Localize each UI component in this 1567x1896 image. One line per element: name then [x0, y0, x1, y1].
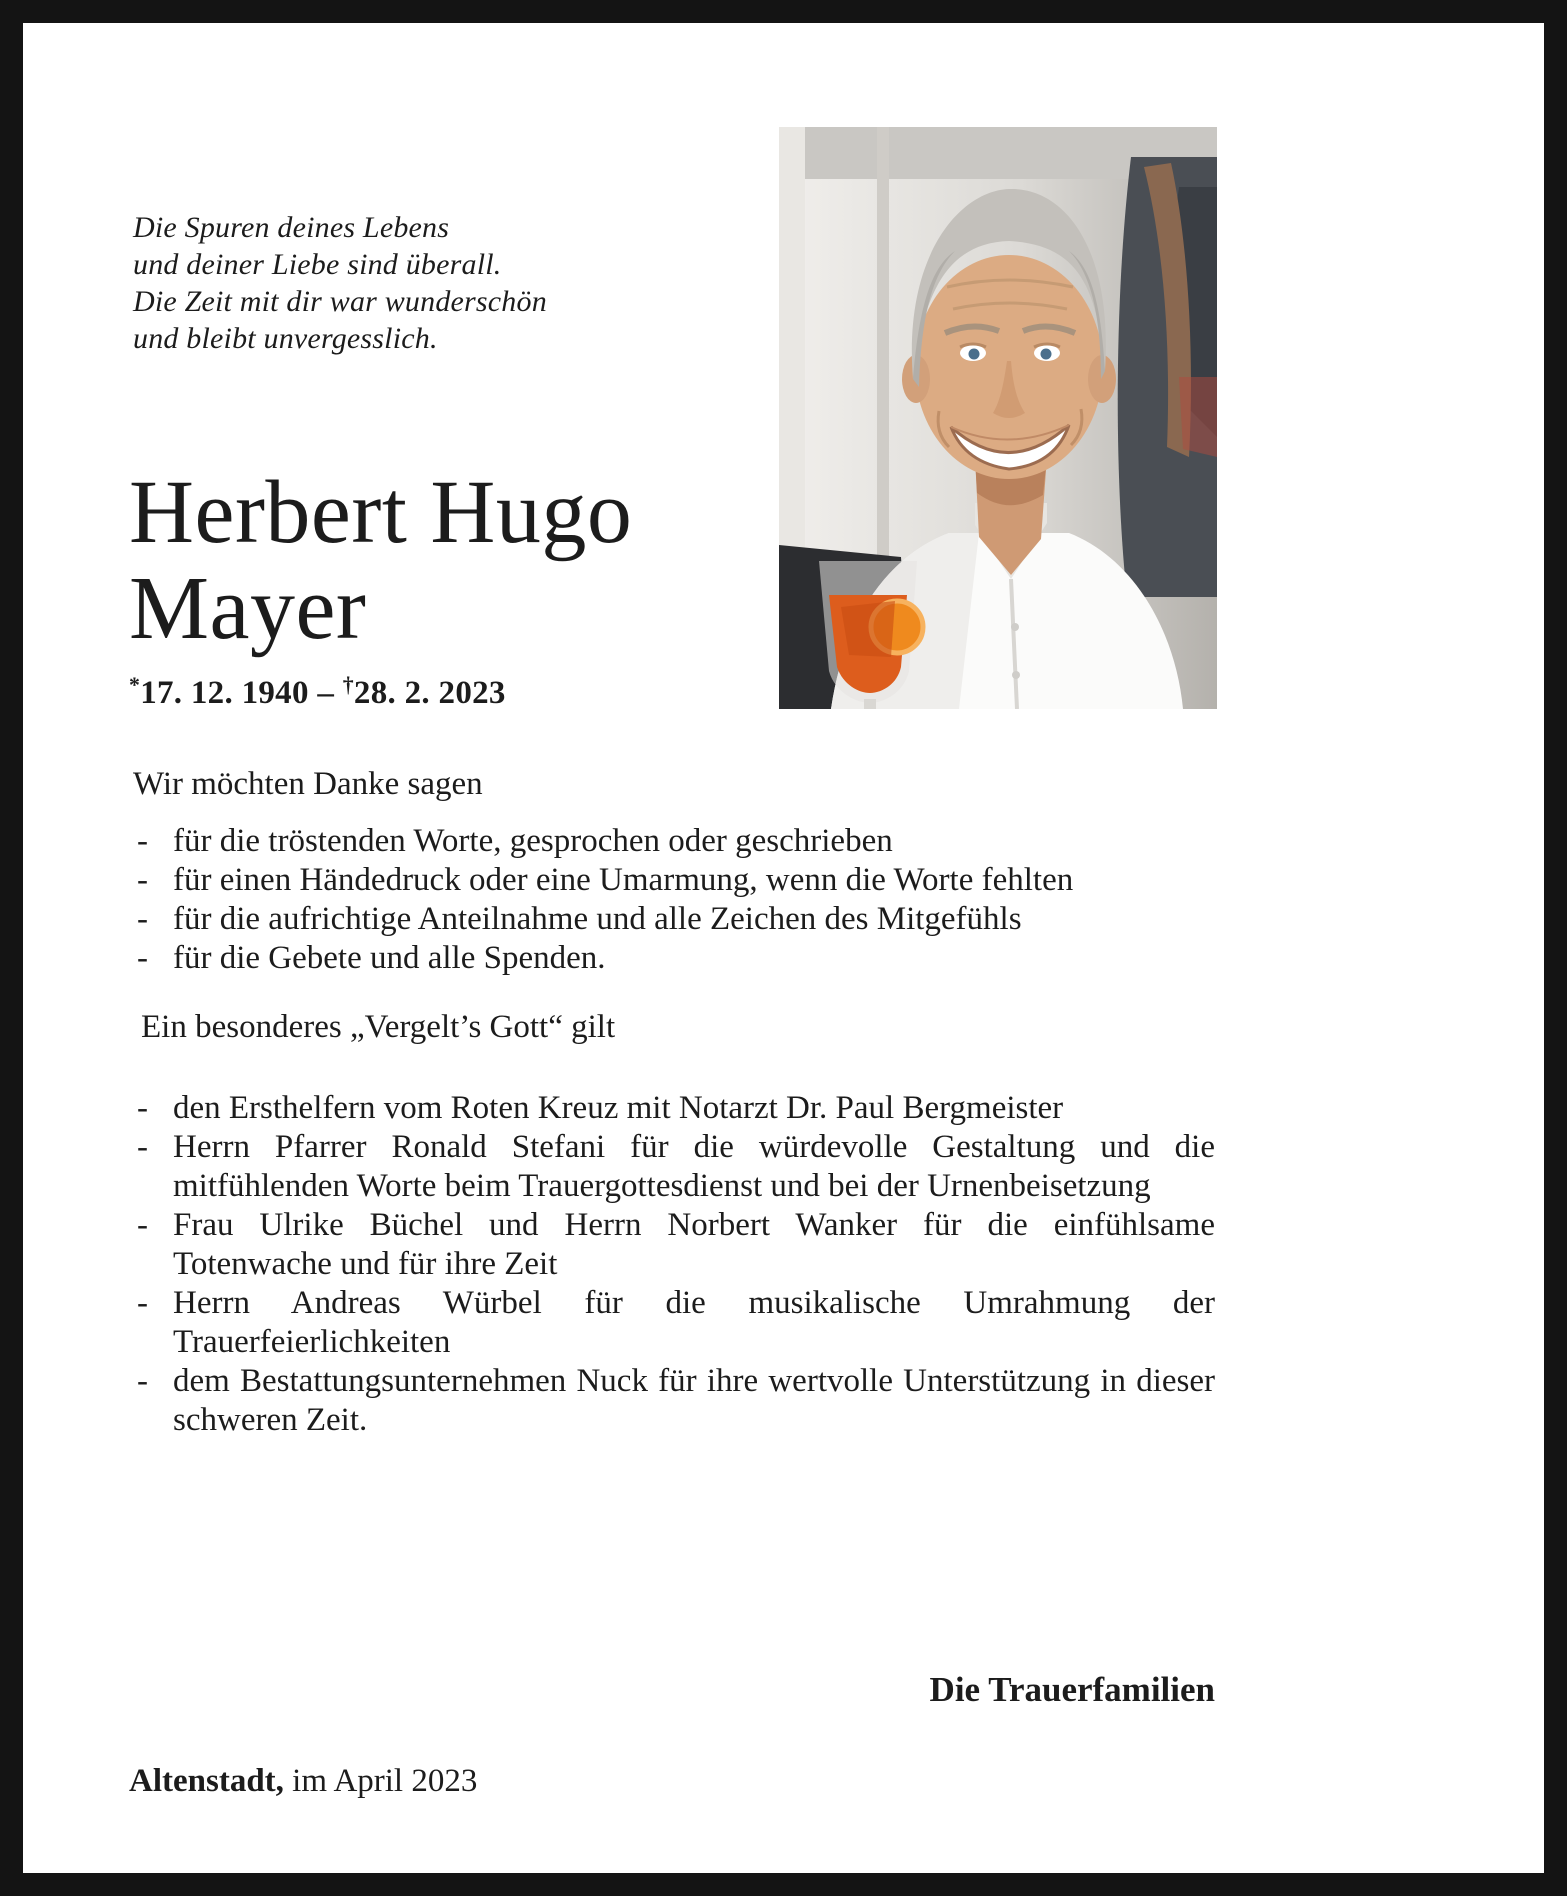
special-thanks-intro: Ein besonderes „Vergelt’s Gott“ gilt: [141, 1009, 616, 1045]
dates-separator: –: [317, 674, 335, 711]
epitaph-line-2: und deiner Liebe sind überall.: [133, 248, 502, 281]
thanks-item: - für einen Händedruck oder eine Umarmung, wenn die Worte fehlten: [133, 861, 1215, 900]
epitaph: [133, 209, 547, 357]
thanks-item: - für die tröstenden Worte, gesprochen oder geschrieben: [133, 822, 1215, 861]
life-dates: [129, 673, 632, 712]
epitaph-line-4: und bleibt unvergesslich.: [133, 322, 438, 355]
special-thanks-item: - dem Bestattungsunternehmen Nuck für ihre wertvolle Unterstützung in dieser schweren Zeit.: [133, 1362, 1215, 1440]
issue-date: im April 2023: [292, 1763, 478, 1799]
thanks-section: [133, 765, 1215, 1440]
thanks-list: [133, 822, 1215, 978]
signature: Die Trauerfamilien: [929, 1670, 1215, 1709]
special-thanks-list: [133, 1089, 1215, 1440]
birth-date: 17. 12. 1940: [140, 674, 309, 711]
thanks-intro: Wir möchten Danke sagen: [133, 766, 483, 802]
special-thanks-item: - Herrn Pfarrer Ronald Stefani für die würdevolle Gestaltung und die mitfühlenden Worte beim Trauergottesdienst und bei der Urnenbeisetzung: [133, 1128, 1215, 1206]
portrait-illustration: [779, 127, 1217, 709]
special-thanks-item: - Frau Ulrike Büchel und Herrn Norbert Wanker für die einfühlsame Totenwache und für ihre Zeit: [133, 1206, 1215, 1284]
thanks-item: - für die aufrichtige Anteilnahme und alle Zeichen des Mitgefühls: [133, 900, 1215, 939]
special-thanks-item: - Herrn Andreas Würbel für die musikalische Umrahmung der Trauerfeierlichkeiten: [133, 1284, 1215, 1362]
place-date-line: [129, 1763, 477, 1800]
thanks-item: - für die Gebete und alle Spenden.: [133, 939, 1215, 978]
death-date: 28. 2. 2023: [353, 674, 506, 711]
deceased-name-line1: Herbert Hugo: [129, 463, 633, 562]
deceased-name-line2: Mayer: [129, 559, 367, 658]
epitaph-line-1: Die Spuren deines Lebens: [133, 211, 450, 244]
death-symbol: †: [342, 673, 354, 697]
place: Altenstadt,: [129, 1763, 284, 1799]
birth-symbol: *: [129, 673, 141, 697]
epitaph-line-3: Die Zeit mit dir war wunderschön: [133, 285, 547, 318]
portrait-photo: [779, 127, 1217, 709]
special-thanks-item: - den Ersthelfern vom Roten Kreuz mit Notarzt Dr. Paul Bergmeister: [133, 1089, 1215, 1128]
deceased-block: [129, 465, 632, 712]
